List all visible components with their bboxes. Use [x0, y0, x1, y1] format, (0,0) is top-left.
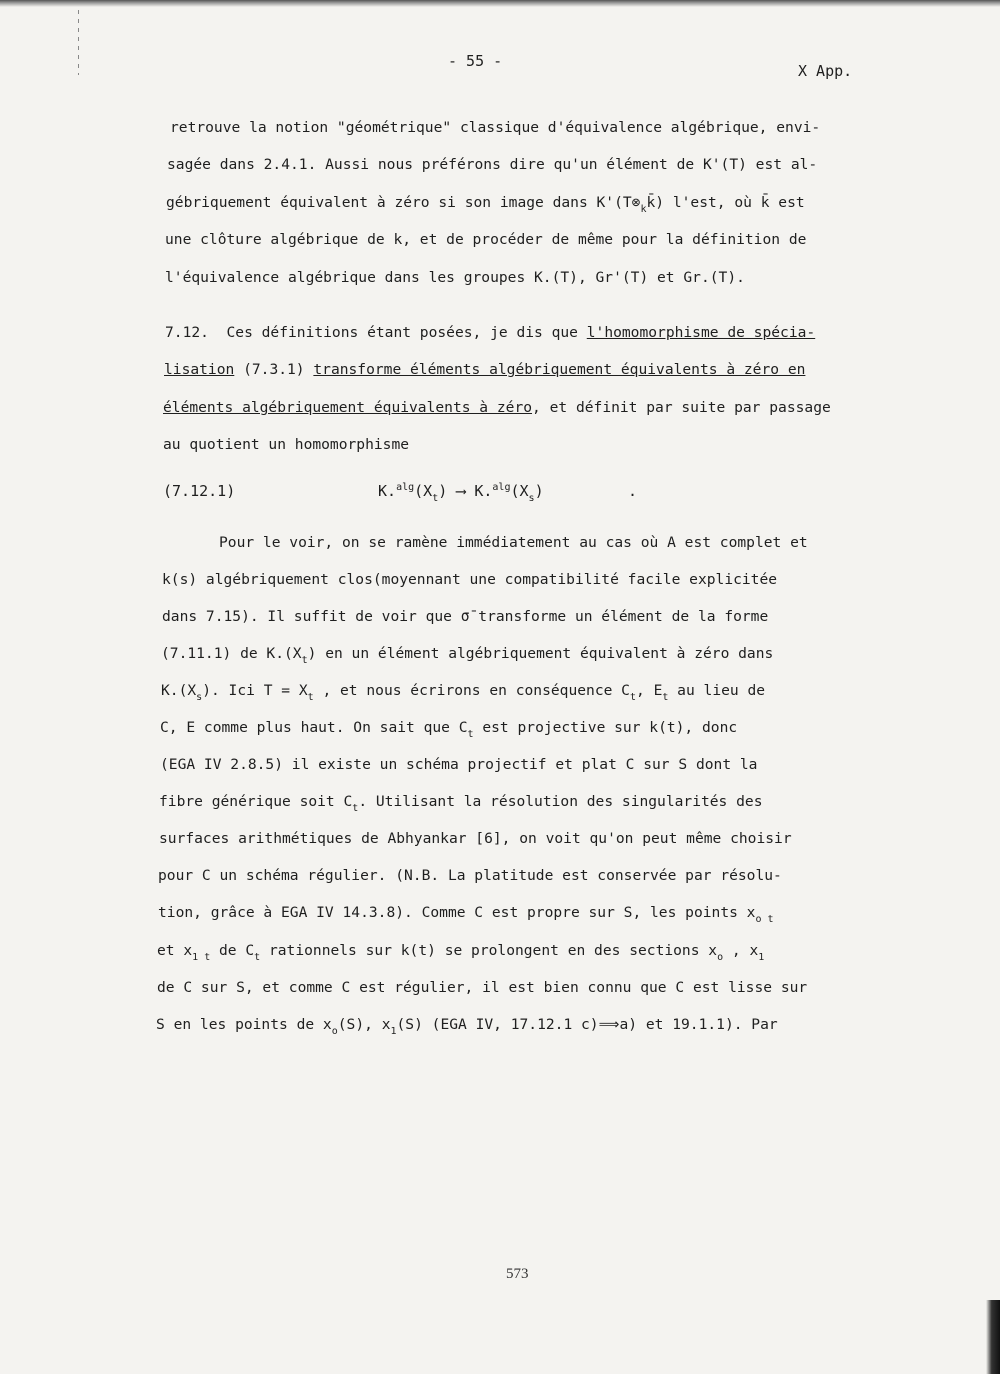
text-line: de C sur S, et comme C est régulier, il est bien connu que C est lisse sur	[157, 979, 808, 996]
text-line: Pour le voir, on se ramène immédiatement au cas où A est complet et	[219, 534, 808, 551]
text-line: (7.11.1) de $K.(X_t)$ en un élément algébriquement équivalent à zéro dans	[161, 645, 774, 666]
section-label: X App.	[798, 62, 853, 80]
text-line: C, E comme plus haut. On sait que $C_t$ est projective sur k(t), donc	[160, 719, 738, 740]
text-line: (EGA IV 2.8.5) il existe un schéma projectif et plat C sur S dont la	[160, 756, 758, 773]
text-line: retrouve la notion "géométrique" classique d'équivalence algébrique, envi-	[170, 119, 821, 136]
equation: $K.^{alg}(X_t)$ ⟶ $K.^{alg}(X_s)$	[378, 482, 544, 504]
arrow-icon: ⟶	[447, 482, 475, 500]
text-line: l'équivalence algébrique dans les groupes K.(T), Gr'(T) et Gr.(T).	[165, 269, 745, 286]
text-line: pour C un schéma régulier. (N.B. La platitude est conservée par résolu-	[158, 867, 782, 884]
text-line: éléments algébriquement équivalents à zéro, et définit par suite par passage	[163, 399, 831, 416]
text-line: sagée dans 2.4.1. Aussi nous préférons dire qu'un élément de K'(T) est al-	[167, 156, 818, 173]
margin-mark	[78, 10, 79, 75]
text-line: dans 7.15). Il suffit de voir que σ̄ transforme un élément de la forme	[162, 608, 769, 625]
scan-right-edge	[986, 1300, 1000, 1374]
folio-number: 573	[506, 1266, 529, 1282]
text-line: S en les points de $x_o(S)$, $x_1(S)$ (EGA IV, 17.12.1 c)⟹a) et 19.1.1). Par	[156, 1016, 778, 1037]
text-line: 7.12. Ces définitions étant posées, je dis que l'homomorphisme de spécia-	[165, 324, 816, 341]
text-line: tion, grâce à EGA IV 14.3.8). Comme C est propre sur S, les points $x_{o t}$	[158, 904, 774, 925]
text-line: fibre générique soit $C_t$. Utilisant la résolution des singularités des	[159, 793, 763, 814]
text-line: et $x_{1 t}$ de $C_t$ rationnels sur k(t) se prolongent en des sections $x_o$ , $x_1$	[157, 942, 765, 963]
scan-top-edge	[0, 0, 1000, 7]
text-line: surfaces arithmétiques de Abhyankar [6], on voit qu'on peut même choisir	[159, 830, 792, 847]
text-line: une clôture algébrique de k, et de procéder de même pour la définition de	[165, 231, 807, 248]
text-line: k(s) algébriquement clos(moyennant une compatibilité facile explicitée	[162, 571, 778, 588]
text-line: lisation (7.3.1) transforme éléments algébriquement équivalents à zéro en	[164, 361, 806, 378]
page-number: - 55 -	[448, 52, 503, 70]
text-line: gébriquement équivalent à zéro si son image dans $K'(T\otimes_kk̄)$ l'est, où k̄ est	[166, 194, 805, 215]
equation-number: (7.12.1)	[163, 482, 236, 500]
text-line: au quotient un homomorphisme	[163, 436, 410, 453]
equation-period: .	[628, 482, 638, 500]
text-line: $K.(X_s)$. Ici $T = X_t$ , et nous écrirons en conséquence $C_t$, $E_t$ au lieu de	[161, 682, 766, 703]
